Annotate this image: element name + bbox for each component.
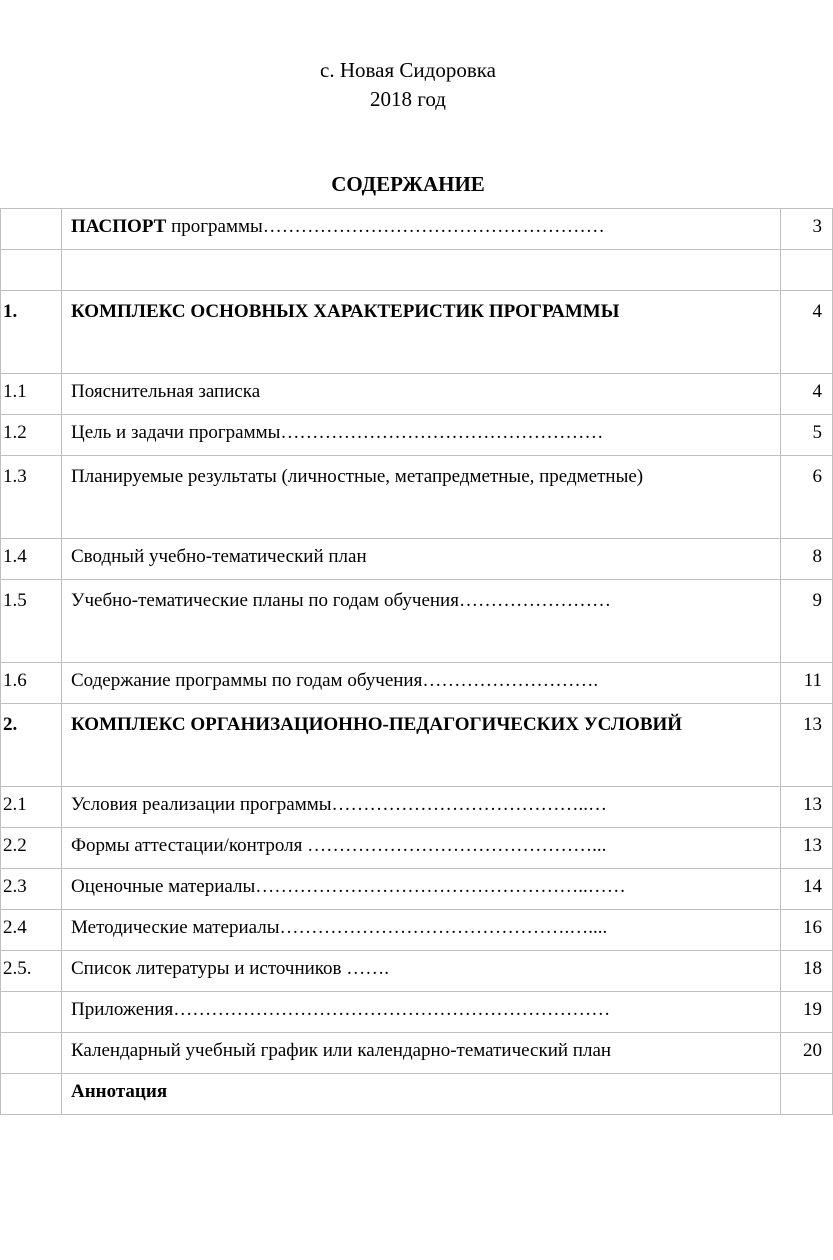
toc-row-page: 6 bbox=[781, 456, 833, 539]
toc-row-page: 14 bbox=[781, 869, 833, 910]
header-village: с. Новая Сидоровка bbox=[320, 58, 496, 82]
toc-row-number bbox=[1, 209, 62, 250]
toc-row-page bbox=[781, 1074, 833, 1115]
toc-row-page: 19 bbox=[781, 992, 833, 1033]
toc-row-number: 1.1 bbox=[1, 374, 62, 415]
toc-row-page: 16 bbox=[781, 910, 833, 951]
toc-row-number: 2.5. bbox=[1, 951, 62, 992]
toc-row-title: Методические материалы……………………………………….….... bbox=[71, 917, 608, 938]
toc-row-page: 8 bbox=[781, 539, 833, 580]
toc-row-title: Список литературы и источников ……. bbox=[71, 958, 390, 979]
toc-row-text bbox=[62, 374, 781, 415]
toc-row-title: Оценочные материалы……………………………………………..…… bbox=[71, 876, 626, 897]
toc-row-number: 1.5 bbox=[1, 580, 62, 663]
toc-row-title: программы……………………………………………… bbox=[166, 216, 605, 237]
toc-row-title: Содержание программы по годам обучения………………………. bbox=[71, 670, 599, 691]
toc-row-title: КОМПЛЕКС ОРГАНИЗАЦИОННО-ПЕДАГОГИЧЕСКИХ УСЛОВИЙ bbox=[71, 714, 683, 735]
toc-row-page: 11 bbox=[781, 663, 833, 704]
toc-row-title: Условия реализации программы…………………………………..… bbox=[71, 794, 608, 815]
toc-row-page: 3 bbox=[781, 209, 833, 250]
toc-row-text bbox=[62, 828, 781, 869]
toc-row bbox=[1, 539, 833, 580]
toc-row-text bbox=[62, 539, 781, 580]
toc-row-page bbox=[781, 250, 833, 291]
toc-row bbox=[1, 663, 833, 704]
toc-row-number: 2.1 bbox=[1, 787, 62, 828]
toc-row-page: 5 bbox=[781, 415, 833, 456]
toc-row-number: 2.3 bbox=[1, 869, 62, 910]
toc-row bbox=[1, 910, 833, 951]
toc-row bbox=[1, 992, 833, 1033]
toc-table bbox=[0, 208, 833, 1115]
toc-row-text bbox=[62, 580, 781, 663]
toc-row-number: 1.6 bbox=[1, 663, 62, 704]
toc-row-text bbox=[62, 787, 781, 828]
toc-row-title: Учебно-тематические планы по годам обучения…………………… bbox=[71, 590, 611, 611]
toc-row-page: 13 bbox=[781, 787, 833, 828]
toc-row-number: 1.3 bbox=[1, 456, 62, 539]
toc-row bbox=[1, 828, 833, 869]
toc-row bbox=[1, 415, 833, 456]
toc-row bbox=[1, 291, 833, 374]
toc-row-title: Сводный учебно-тематический план bbox=[71, 546, 367, 567]
toc-row-text bbox=[62, 1033, 781, 1074]
toc-row-text bbox=[62, 209, 781, 250]
toc-row-title: Планируемые результаты (личностные, метапредметные, предметные) bbox=[71, 466, 644, 487]
toc-row-title: КОМПЛЕКС ОСНОВНЫХ ХАРАКТЕРИСТИК ПРОГРАММЫ bbox=[71, 301, 620, 322]
toc-row-number: 1.4 bbox=[1, 539, 62, 580]
toc-row-number: 2.2 bbox=[1, 828, 62, 869]
toc-row-title: Цель и задачи программы…………………………………………… bbox=[71, 422, 604, 443]
toc-row-page: 4 bbox=[781, 374, 833, 415]
toc-row-lead: ПАСПОРТ bbox=[71, 216, 167, 237]
toc-row-number bbox=[1, 250, 62, 291]
toc-row-text bbox=[62, 291, 781, 374]
toc-row bbox=[1, 869, 833, 910]
toc-row-text bbox=[62, 869, 781, 910]
toc-row-page: 4 bbox=[781, 291, 833, 374]
toc-row-title: Формы аттестации/контроля ………………………………………... bbox=[71, 835, 607, 856]
toc-row-title: Приложения…………………………………………………………… bbox=[71, 999, 611, 1020]
toc-row bbox=[1, 580, 833, 663]
toc-row-text bbox=[62, 250, 781, 291]
toc-row bbox=[1, 704, 833, 787]
toc-title: СОДЕРЖАНИЕ bbox=[331, 172, 485, 196]
toc-row bbox=[1, 209, 833, 250]
toc-row-number: 1.2 bbox=[1, 415, 62, 456]
header-year: 2018 год bbox=[370, 87, 446, 111]
toc-row-text bbox=[62, 456, 781, 539]
toc-row-text bbox=[62, 992, 781, 1033]
toc-row-text bbox=[62, 1074, 781, 1115]
toc-row bbox=[1, 1033, 833, 1074]
toc-row bbox=[1, 374, 833, 415]
toc-row bbox=[1, 951, 833, 992]
toc-row-page: 18 bbox=[781, 951, 833, 992]
toc-row-number bbox=[1, 992, 62, 1033]
toc-row-page: 13 bbox=[781, 704, 833, 787]
toc-row-text bbox=[62, 951, 781, 992]
toc-row-page: 9 bbox=[781, 580, 833, 663]
toc-row-number bbox=[1, 1074, 62, 1115]
toc-row bbox=[1, 1074, 833, 1115]
toc-row-lead: Аннотация bbox=[71, 1081, 168, 1102]
toc-row bbox=[1, 250, 833, 291]
toc-row-text bbox=[62, 663, 781, 704]
toc-row-text bbox=[62, 415, 781, 456]
toc-row-title: Календарный учебный график или календарно-тематический план bbox=[71, 1040, 612, 1061]
toc-row-text bbox=[62, 910, 781, 951]
toc-row-text bbox=[62, 704, 781, 787]
toc-row-number bbox=[1, 1033, 62, 1074]
toc-row bbox=[1, 456, 833, 539]
toc-row-number: 2. bbox=[1, 704, 62, 787]
toc-row-number: 2.4 bbox=[1, 910, 62, 951]
toc-row-page: 20 bbox=[781, 1033, 833, 1074]
toc-row-page: 13 bbox=[781, 828, 833, 869]
toc-row-title: Пояснительная записка bbox=[71, 381, 261, 402]
toc-row bbox=[1, 787, 833, 828]
toc-row-number: 1. bbox=[1, 291, 62, 374]
